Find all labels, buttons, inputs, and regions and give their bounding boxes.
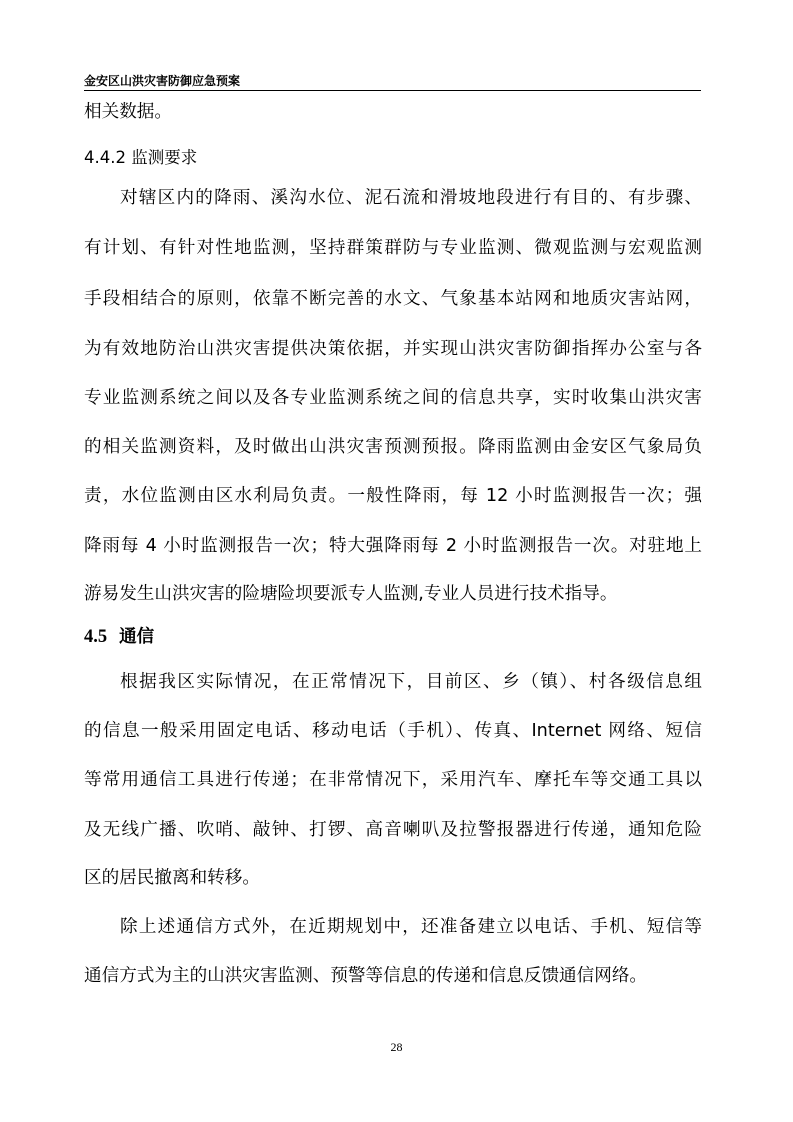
paragraph-line: 通信方式为主的山洪灾害监测、预警等信息的传递和信息反馈通信网络。: [84, 966, 648, 986]
paragraph-line: 游易发生山洪灾害的险塘险坝要派专人监测,专业人员进行技术指导。: [84, 584, 618, 604]
section-number: 4.5: [84, 627, 108, 647]
paragraph-line: 除上述通信方式外，在近期规划中，还准备建立以电话、手机、短信等: [120, 917, 702, 937]
paragraph-line: 专业监测系统之间以及各专业监测系统之间的信息共享，实时收集山洪灾害: [84, 388, 702, 408]
subsection-number: 4.4.2: [84, 148, 126, 167]
running-header: 金安区山洪灾害防御应急预案: [84, 74, 241, 88]
paragraph-line: 降雨每 4 小时监测报告一次；特大强降雨每 2 小时监测报告一次。对驻地上: [84, 536, 702, 556]
paragraph-line: 根据我区实际情况，在正常情况下，目前区、乡（镇）、村各级信息组: [120, 672, 702, 692]
subsection-heading: [84, 146, 702, 170]
header-rule: [84, 90, 701, 91]
paragraph-line: 手段相结合的原则，依靠不断完善的水文、气象基本站网和地质灾害站网，: [84, 289, 702, 309]
paragraph-line: 的相关监测资料，及时做出山洪灾害预测预报。降雨监测由金安区气象局负: [84, 437, 702, 457]
section-heading: [84, 625, 154, 649]
paragraph-line: 及无线广播、吹哨、敲钟、打锣、高音喇叭及拉警报器进行传递，通知危险: [84, 820, 702, 840]
continuation-line: 相关数据。: [84, 102, 172, 122]
paragraph-line: 对辖区内的降雨、溪沟水位、泥石流和滑坡地段进行有目的、有步骤、: [120, 188, 702, 208]
page-number: 28: [390, 1040, 403, 1054]
paragraph-line: 区的居民撤离和转移。: [84, 868, 260, 888]
paragraph-line: 责，水位监测由区水利局负责。一般性降雨，每 12 小时监测报告一次；强: [84, 486, 702, 506]
paragraph-line: 等常用通信工具进行传递；在非常情况下，采用汽车、摩托车等交通工具以: [84, 770, 702, 790]
subsection-title: 监测要求: [131, 148, 198, 167]
paragraph-line: 为有效地防治山洪灾害提供决策依据，并实现山洪灾害防御指挥办公室与各: [84, 339, 702, 359]
paragraph-line: 有计划、有针对性地监测，坚持群策群防与专业监测、微观监测与宏观监测: [84, 238, 702, 258]
section-title: 通信: [119, 627, 155, 647]
paragraph-line: 的信息一般采用固定电话、移动电话（手机）、传真、Internet 网络、短信: [84, 721, 702, 741]
